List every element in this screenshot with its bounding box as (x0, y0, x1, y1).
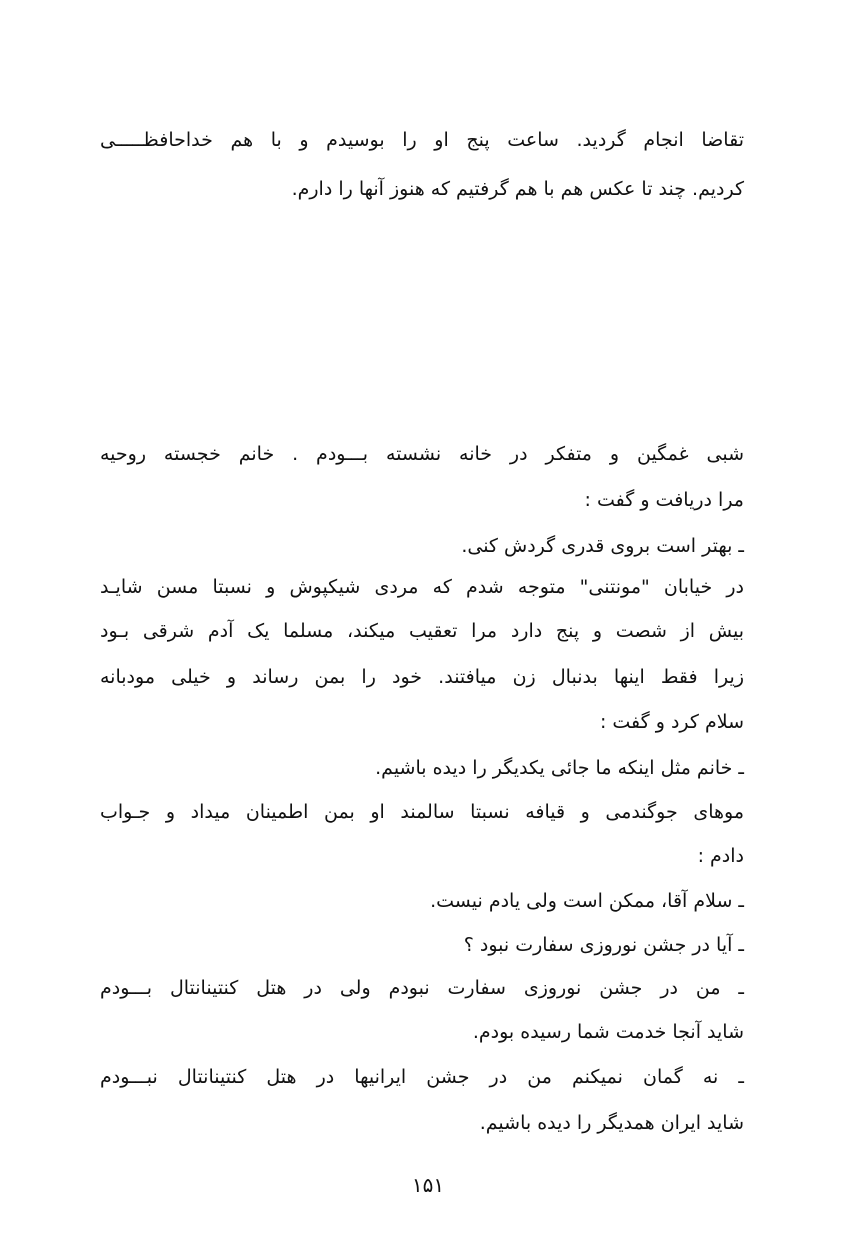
page-number: ۱۵۱ (411, 1173, 445, 1197)
text-line: زیرا فقط اینها بدنبال زن میافتند. خود را بمن رساند و خیلی مودبانه (100, 666, 744, 688)
text-line: دادم : (697, 845, 744, 867)
text-line: ـ نه گمان نمیکنم من در جشن ایرانیها در هتل کنتینانتال نبـــودم (100, 1066, 744, 1088)
text-line: شبی غمگین و متفکر در خانه نشسته بـــودم . خانم خجسته روحیه (100, 443, 744, 465)
text-line: مرا دریافت و گفت : (584, 489, 744, 511)
text-line: سلام کرد و گفت : (599, 711, 744, 733)
text-line: بیش از شصت و پنج دارد مرا تعقیب میکند، مسلما یک آدم شرقی بـود (100, 620, 744, 642)
text-line: در خیابان "مونتنی" متوجه شدم که مردی شیکپوش و نسبتا مسن شایـد (100, 576, 744, 598)
text-line: ـ من در جشن نوروزی سفارت نبودم ولی در هتل کنتینانتال بـــودم (100, 977, 744, 999)
text-line: شاید ایران همدیگر را دیده باشیم. (479, 1112, 744, 1134)
text-line: تقاضا انجام گردید. ساعت پنج او را بوسیدم و با هم خداحافظـــــی (100, 129, 744, 151)
text-line: کردیم. چند تا عکس هم با هم گرفتیم که هنوز آنها را دارم. (291, 178, 744, 200)
text-line: ـ آیا در جشن نوروزی سفارت نبود ؟ (463, 934, 744, 956)
text-line: ـ سلام آقا، ممکن است ولی یادم نیست. (430, 890, 744, 912)
text-line: ـ بهتر است بروی قدری گردش کنی. (461, 535, 744, 557)
text-line: شاید آنجا خدمت شما رسیده بودم. (472, 1021, 744, 1043)
text-line: ـ خانم مثل اینکه ما جائی یکدیگر را دیده باشیم. (375, 757, 744, 779)
text-line: موهای جوگندمی و قیافه نسبتا سالمند او بمن اطمینان میداد و جـواب (100, 801, 744, 823)
